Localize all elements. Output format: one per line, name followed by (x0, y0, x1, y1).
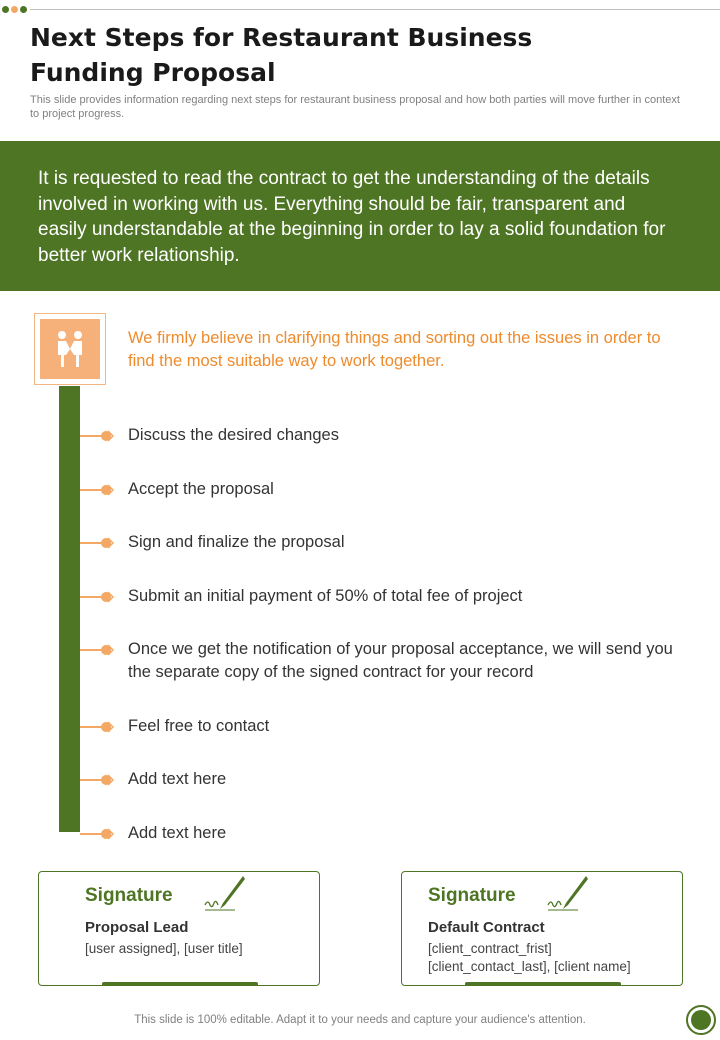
step-item (80, 768, 700, 792)
pen-signature-icon (546, 873, 590, 913)
step-label: Feel free to contact (128, 717, 270, 735)
chevron-right-icon (100, 773, 114, 787)
chevron-right-icon (100, 483, 114, 497)
step-item (80, 715, 700, 739)
chevron-right-icon (100, 536, 114, 550)
page-subtitle: This slide provides information regarding next steps for restaurant business proposal and how both parties will move further in context to project progress. (30, 94, 680, 120)
signature-title: Signature (428, 885, 516, 906)
step-label: Accept the proposal (128, 480, 274, 498)
footer-note: This slide is 100% editable. Adapt it to your needs and capture your audience's attention. (134, 1014, 586, 1026)
step-item (80, 638, 700, 681)
step-connector (80, 726, 102, 728)
step-label: Sign and finalize the proposal (128, 533, 345, 551)
card-tab (102, 982, 258, 986)
intro-text: We firmly believe in clarifying things and sorting out the issues in order to find the most suitable way to work together. (128, 329, 661, 370)
step-label: Once we get the notification of your proposal acceptance, we will send you the separate copy of the signed contract for your record (128, 640, 673, 681)
chevron-right-icon (100, 720, 114, 734)
signature-role: Proposal Lead (85, 919, 189, 936)
top-divider (30, 9, 720, 10)
step-item (80, 585, 700, 609)
chevron-right-icon (100, 429, 114, 443)
step-connector (80, 435, 102, 437)
card-tab (465, 982, 621, 986)
step-connector (80, 489, 102, 491)
step-connector (80, 542, 102, 544)
signature-title: Signature (85, 885, 173, 906)
step-item (80, 424, 700, 448)
dot-icon (11, 6, 18, 13)
chevron-right-icon (100, 590, 114, 604)
step-connector (80, 833, 102, 835)
handshake-people-icon (50, 329, 90, 369)
page-title: Next Steps for Restaurant Business Funding Proposal (30, 23, 533, 87)
banner-text: It is requested to read the contract to get the understanding of the details involved in working with us. Everything should be fair, transparent and easily understandable at the beginning in order to lay a solid foundation for better work relationship. (38, 168, 666, 266)
icon-tile (40, 319, 100, 379)
signature-detail: [user assigned], [user title] (85, 941, 243, 956)
step-connector (80, 596, 102, 598)
decorative-dots (2, 6, 27, 13)
step-label: Discuss the desired changes (128, 426, 339, 444)
signature-card-proposal-lead (38, 871, 320, 986)
timeline-bar (59, 386, 80, 832)
chevron-right-icon (100, 643, 114, 657)
step-label: Add text here (128, 824, 227, 842)
signature-card-default-contract (401, 871, 683, 986)
dot-icon (20, 6, 27, 13)
step-item (80, 822, 700, 846)
icon-frame (34, 313, 106, 385)
chevron-right-icon (100, 827, 114, 841)
pen-signature-icon (203, 873, 247, 913)
signature-role: Default Contract (428, 919, 545, 936)
step-item (80, 531, 700, 555)
step-connector (80, 779, 102, 781)
step-label: Add text here (128, 770, 227, 788)
page-indicator-icon (686, 1005, 716, 1035)
signature-detail: [client_contact_last], [client name] (428, 959, 631, 974)
step-item (80, 478, 700, 502)
signature-detail: [client_contract_frist] (428, 941, 552, 956)
step-label: Submit an initial payment of 50% of total fee of project (128, 587, 523, 605)
page-indicator-dot (691, 1010, 711, 1030)
dot-icon (2, 6, 9, 13)
step-connector (80, 649, 102, 651)
